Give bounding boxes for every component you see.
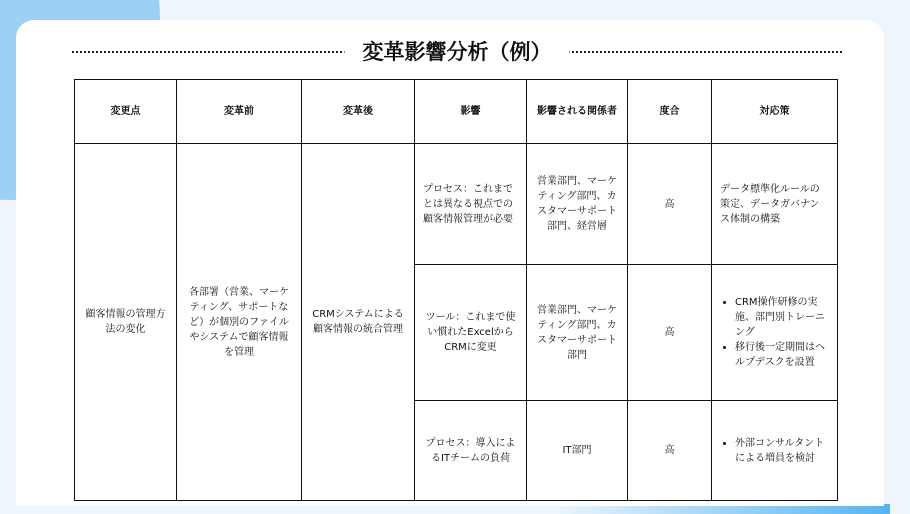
stakeholders-cell: 営業部門、マーケティング部門、カスタマーサポート部門、経営層 [527, 144, 628, 265]
degree-cell: 高 [628, 265, 712, 401]
list-item: • 外部コンサルタントによる増員を検討 [735, 436, 829, 466]
header-measures: 対応策 [712, 80, 838, 144]
impact-cell: プロセス：これまでとは異なる視点での顧客情報管理が必要 [415, 144, 527, 265]
measures-cell [712, 401, 838, 501]
measures-list [720, 436, 829, 466]
degree-cell: 高 [628, 401, 712, 501]
impact-cell: ツール：これまで使い慣れたExcelからCRMに変更 [415, 265, 527, 401]
header-degree: 度合 [628, 80, 712, 144]
change-point-cell: 顧客情報の管理方法の変化 [75, 144, 177, 501]
list-item: • 移行後一定期間はヘルプデスクを設置 [735, 340, 829, 370]
stakeholders-cell: 営業部門、マーケティング部門、カスタマーサポート部門 [527, 265, 628, 401]
after-cell: CRMシステムによる顧客情報の統合管理 [302, 144, 415, 501]
before-cell: 各部署（営業、マーケティング、サポートなど）が個別のファイルやシステムで顧客情報を管理 [177, 144, 302, 501]
page-title: 変革影響分析（例） [345, 36, 570, 68]
header-before: 変革前 [177, 80, 302, 144]
header-row [75, 80, 838, 144]
measures-cell: データ標準化ルールの策定、データガバナンス体制の構築 [712, 144, 838, 265]
title-area [72, 36, 842, 68]
header-after: 変革後 [302, 80, 415, 144]
header-stakeholders: 影響される関係者 [527, 80, 628, 144]
measures-cell [712, 265, 838, 401]
measures-list [720, 295, 829, 370]
impact-analysis-table [74, 79, 838, 501]
degree-cell: 高 [628, 144, 712, 265]
table-row [75, 144, 838, 265]
header-change-point: 変更点 [75, 80, 177, 144]
list-item: • CRM操作研修の実施、部門別トレーニング [735, 295, 829, 340]
header-impact: 影響 [415, 80, 527, 144]
impact-cell: プロセス：導入によるITチームの負荷 [415, 401, 527, 501]
slide [16, 20, 884, 506]
stakeholders-cell: IT部門 [527, 401, 628, 501]
